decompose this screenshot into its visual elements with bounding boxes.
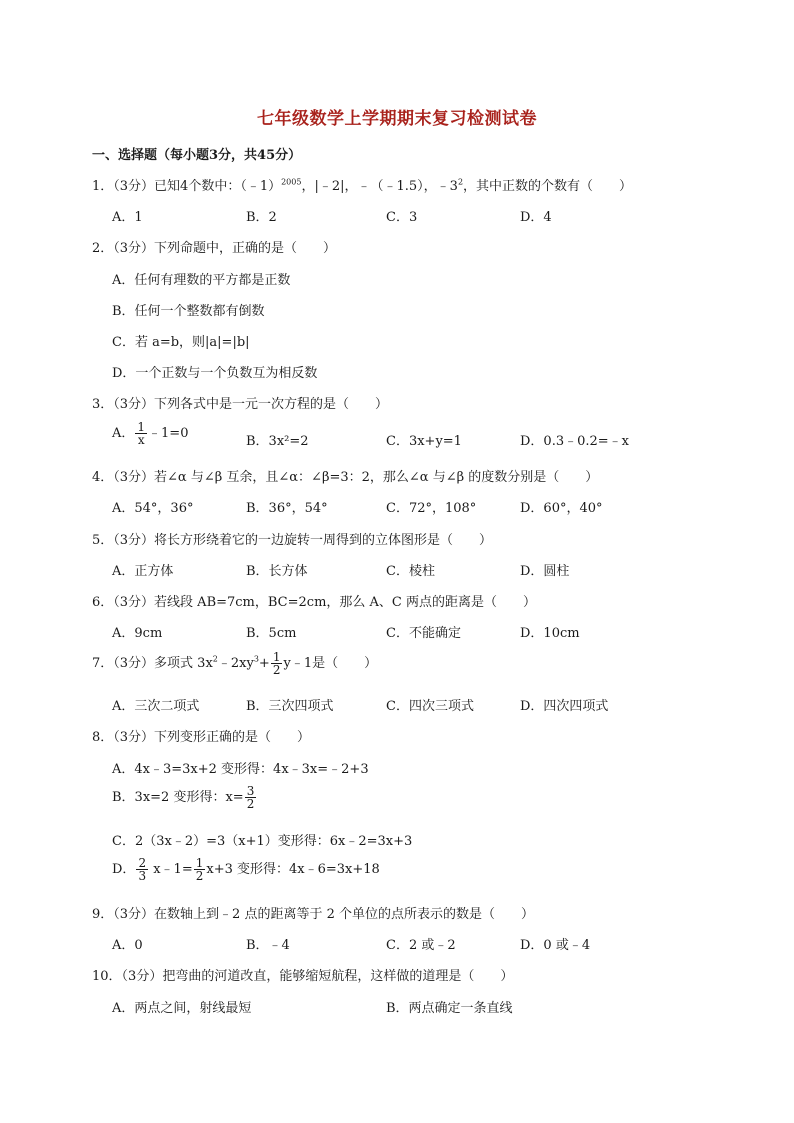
q9-option-b: B．﹣4 <box>246 938 290 953</box>
q3-option-b: B．3x²=2 <box>246 434 309 449</box>
fraction: $\frac{1}{2}$ <box>272 650 281 677</box>
question-4-stem: 4．（3分）若∠α 与∠β 互余，且∠α：∠β=3：2，那么∠α 与∠β 的度数分别是（ ） <box>92 470 599 485</box>
fraction: $\frac{1}{x}$ <box>137 420 146 447</box>
q2-option-d: D．一个正数与一个负数互为相反数 <box>112 366 318 381</box>
q1-option-c: C．3 <box>386 210 418 225</box>
q6-option-d: D．10cm <box>520 626 580 641</box>
fraction: $\frac{3}{2}$ <box>246 784 255 811</box>
q5-option-c: C．棱柱 <box>386 564 435 579</box>
question-6-stem: 6．（3分）若线段 AB=7cm，BC=2cm，那么 A、C 两点的距离是（ ） <box>92 595 536 610</box>
q7-option-a: A．三次二项式 <box>112 699 200 714</box>
q9-option-d: D．0 或﹣4 <box>520 938 591 953</box>
exam-title: 七年级数学上学期期末复习检测试卷 <box>257 109 537 129</box>
q2-option-a: A．任何有理数的平方都是正数 <box>112 273 291 288</box>
q3-option-d: D．0.3﹣0.2=﹣x <box>520 434 629 449</box>
question-9-stem: 9．（3分）在数轴上到﹣2 点的距离等于 2 个单位的点所表示的数是（ ） <box>92 907 534 922</box>
q9-option-a: A．0 <box>112 938 143 953</box>
q7-option-c: C．四次三项式 <box>386 699 474 714</box>
q3-option-c: C．3x+y=1 <box>386 434 462 449</box>
question-7-stem: 7．（3分）多项式 $3x^2﹣2xy^3+$ $\frac{1}{2}$ y﹣1是（ ） <box>92 650 378 677</box>
q1-option-b: B．2 <box>246 210 277 225</box>
q5-option-d: D．圆柱 <box>520 564 570 579</box>
q8-option-c: C．2（3x﹣2）=3（x+1）变形得：6x﹣2=3x+3 <box>112 834 413 849</box>
q1-option-a: A．1 <box>112 210 143 225</box>
q8-option-a: A．4x﹣3=3x+2 变形得：4x﹣3x=﹣2+3 <box>112 762 369 777</box>
question-8-stem: 8．（3分）下列变形正确的是（ ） <box>92 730 311 745</box>
section-heading: 一、选择题（每小题3分，共45分） <box>92 148 302 163</box>
q10-option-b: B．两点确定一条直线 <box>386 1001 513 1016</box>
q2-option-c: C．若 a=b，则|a|=|b| <box>112 335 250 350</box>
q9-option-c: C．2 或﹣2 <box>386 938 456 953</box>
q8-option-d: D． $\frac{2}{3}$ x﹣1= $\frac{1}{2}$ x+3 变形得：4x﹣6=3x+18 <box>112 856 380 883</box>
q6-option-c: C．不能确定 <box>386 626 461 641</box>
q7-option-b: B．三次四项式 <box>246 699 334 714</box>
q6-option-a: A．9cm <box>112 626 163 641</box>
q2-option-b: B．任何一个整数都有倒数 <box>112 304 265 319</box>
q4-option-a: A．54°，36° <box>112 501 194 516</box>
q1-option-d: D．4 <box>520 210 552 225</box>
q4-option-d: D．60°，40° <box>520 501 603 516</box>
question-10-stem: 10．（3分）把弯曲的河道改直，能够缩短航程，这样做的道理是（ ） <box>92 969 514 984</box>
q6-option-b: B．5cm <box>246 626 297 641</box>
q8-option-b: B．3x=2 变形得：x= $\frac{3}{2}$ <box>112 784 255 811</box>
q4-option-c: C．72°，108° <box>386 501 477 516</box>
question-5-stem: 5．（3分）将长方形绕着它的一边旋转一周得到的立体图形是（ ） <box>92 533 493 548</box>
question-3-stem: 3．（3分）下列各式中是一元一次方程的是（ ） <box>92 397 389 412</box>
q10-option-a: A．两点之间，射线最短 <box>112 1001 252 1016</box>
fraction: $\frac{1}{2}$ <box>195 856 204 883</box>
question-1-stem: 1．（3分）已知4个数中：（﹣1）$^{2005}$，|﹣2|，﹣（﹣1.5），$﹣3^2$，其中正数的个数有（ ） <box>92 177 633 194</box>
q5-option-a: A．正方体 <box>112 564 174 579</box>
question-2-stem: 2．（3分）下列命题中，正确的是（ ） <box>92 241 337 256</box>
q7-option-d: D．四次四项式 <box>520 699 609 714</box>
q3-option-a: A． $\frac{1}{x}$ ﹣1=0 <box>112 420 189 447</box>
fraction: $\frac{2}{3}$ <box>138 856 147 883</box>
q4-option-b: B．36°，54° <box>246 501 328 516</box>
q5-option-b: B．长方体 <box>246 564 308 579</box>
